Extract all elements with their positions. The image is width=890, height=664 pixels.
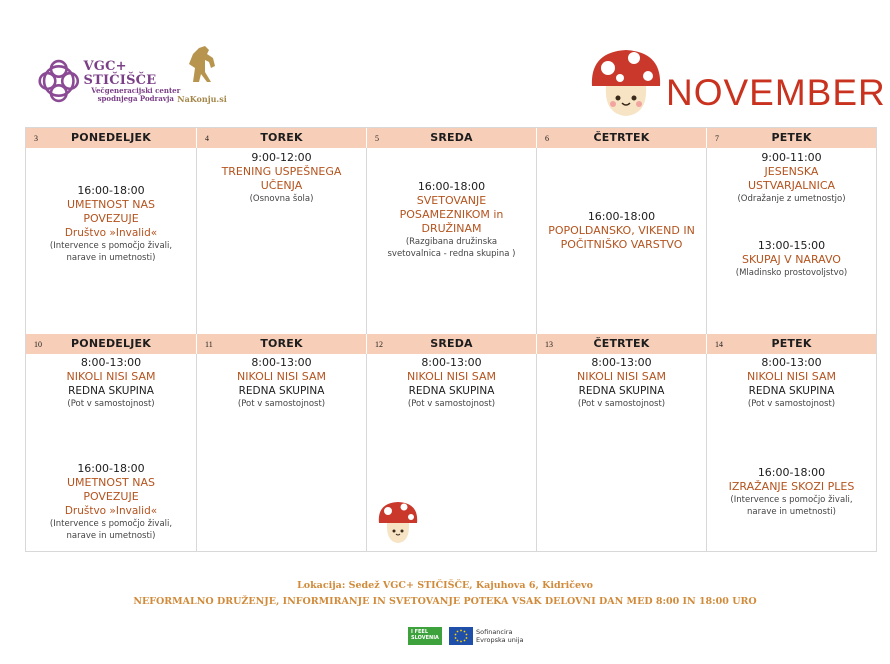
day-name: TOREK — [260, 131, 303, 144]
event — [711, 151, 872, 205]
day-name: ČETRTEK — [593, 131, 650, 144]
event-note: (Razgibana družinska — [405, 237, 498, 247]
event-note: narave in umetnosti) — [747, 507, 836, 517]
event — [201, 356, 362, 410]
day-header — [366, 334, 536, 354]
event-note: (Intervence s pomočjo živali, — [49, 519, 173, 529]
day-number: 3 — [34, 134, 38, 143]
event-time: 9:00-12:00 — [251, 151, 312, 164]
event-note: (Odražanje z umetnostjo) — [737, 194, 846, 204]
event-title: JESENSKA — [764, 165, 819, 178]
day-number: 6 — [545, 134, 549, 143]
footer-location: Lokacija: Sedež VGC+ STIČIŠČE, Kajuhova 6, Kidričevo — [297, 580, 593, 591]
event — [711, 466, 872, 518]
event-title: UMETNOST NAS — [66, 198, 156, 211]
event — [711, 239, 872, 279]
event-note: (Intervence s pomočjo živali, — [49, 241, 173, 251]
weekday-header — [26, 128, 876, 148]
eu-funding-text — [476, 628, 524, 644]
day-header — [536, 334, 706, 354]
event-note: (Osnovna šola) — [249, 194, 314, 204]
mushroom-icon — [375, 499, 421, 545]
day-cell — [196, 148, 366, 334]
event-note: (Pot v samostojnost) — [407, 399, 496, 409]
day-cell — [196, 354, 366, 552]
event-subtitle: REDNA SKUPINA — [238, 385, 325, 397]
day-name: SREDA — [430, 337, 473, 350]
event-time: 16:00-18:00 — [77, 184, 145, 197]
event-title: NIKOLI NISI SAM — [576, 370, 666, 383]
badge-text: SLOVENIA — [411, 635, 439, 641]
event-note: (Pot v samostojnost) — [237, 399, 326, 409]
partner-name: NaKonju.si — [177, 94, 227, 104]
day-cell — [366, 148, 536, 334]
event-title: IZRAŽANJE SKOZI PLES — [728, 480, 855, 493]
event-title: POVEZUJE — [83, 490, 139, 503]
day-number: 12 — [375, 340, 383, 349]
celtic-knot-icon — [38, 53, 80, 109]
day-name: PONEDELJEK — [71, 337, 151, 350]
badge-text: I FEEL — [411, 629, 429, 635]
day-header — [26, 128, 196, 148]
event — [371, 356, 532, 410]
day-name: TOREK — [260, 337, 303, 350]
day-cell — [26, 148, 196, 334]
event — [541, 210, 702, 252]
event-note: narave in umetnosti) — [66, 531, 156, 541]
event — [371, 180, 532, 260]
event-note: (Pot v samostojnost) — [67, 399, 155, 409]
day-cell — [706, 354, 876, 552]
day-number: 5 — [375, 134, 379, 143]
event-note: (Mladinsko prostovoljstvo) — [735, 268, 848, 278]
event-subtitle: REDNA SKUPINA — [578, 385, 665, 397]
event-title: NIKOLI NISI SAM — [746, 370, 836, 383]
event-note: (Intervence s pomočjo živali, — [730, 495, 853, 505]
weekday-header — [26, 334, 876, 354]
day-name: PETEK — [771, 337, 812, 350]
day-cell — [366, 354, 536, 552]
event-title: POPOLDANSKO, VIKEND IN — [548, 224, 695, 237]
event-organizer: Društvo »Invalid« — [64, 227, 158, 239]
event-time: 13:00-15:00 — [757, 239, 826, 252]
slovenia-badge — [408, 627, 442, 645]
day-cell — [536, 354, 706, 552]
event-subtitle: REDNA SKUPINA — [408, 385, 495, 397]
day-name: PETEK — [771, 131, 812, 144]
horse-icon — [179, 42, 225, 88]
day-header — [706, 128, 876, 148]
day-cell — [26, 354, 196, 552]
event-title: NIKOLI NISI SAM — [66, 370, 156, 383]
day-name: ČETRTEK — [593, 337, 650, 350]
footer-info: NEFORMALNO DRUŽENJE, INFORMIRANJE IN SVETOVANJE POTEKA VSAK DELOVNI DAN MED 8:00 IN 18:00 URO — [133, 596, 757, 607]
day-header — [196, 128, 366, 148]
day-header — [706, 334, 876, 354]
event-title: USTVARJALNICA — [747, 179, 836, 192]
event-title: POČITNIŠKO VARSTVO — [560, 238, 683, 251]
day-number: 7 — [715, 134, 719, 143]
event — [30, 462, 192, 542]
mushroom-icon — [586, 46, 666, 118]
event-organizer: Društvo »Invalid« — [64, 505, 158, 517]
event-subtitle: REDNA SKUPINA — [748, 385, 835, 397]
event-time: 8:00-13:00 — [251, 356, 312, 369]
nakonju-logo — [176, 42, 228, 106]
day-header — [366, 128, 536, 148]
day-number: 13 — [545, 340, 553, 349]
event-title: POSAMEZNIKOM in — [399, 208, 504, 221]
vgc-logo — [38, 50, 188, 112]
day-header — [196, 334, 366, 354]
event-time: 8:00-13:00 — [591, 356, 652, 369]
event-time: 16:00-18:00 — [77, 462, 145, 475]
event-title: SKUPAJ V NARAVO — [742, 253, 841, 266]
event-time: 8:00-13:00 — [761, 356, 822, 369]
event-title: UČENJA — [260, 179, 303, 192]
event-time: 16:00-18:00 — [757, 466, 826, 479]
event-title: POVEZUJE — [83, 212, 139, 225]
event-time: 16:00-18:00 — [417, 180, 486, 193]
event-subtitle: REDNA SKUPINA — [68, 385, 154, 397]
week-row — [26, 128, 876, 334]
eu-flag-icon — [449, 627, 473, 645]
week-row — [26, 334, 876, 552]
event-note: narave in umetnosti) — [66, 253, 156, 263]
org-subtitle-2: spodnjega Podravja — [97, 93, 174, 103]
event-title: NIKOLI NISI SAM — [406, 370, 496, 383]
month-title: NOVEMBER — [666, 72, 886, 113]
event-title: UMETNOST NAS — [66, 476, 156, 489]
org-subtitle: Večgeneracijski center — [91, 86, 181, 96]
event-note: (Pot v samostojnost) — [747, 399, 836, 409]
day-number: 14 — [715, 340, 723, 349]
event-time: 8:00-13:00 — [80, 356, 142, 369]
day-name: SREDA — [430, 131, 473, 144]
event-time: 16:00-18:00 — [587, 210, 656, 223]
day-name: PONEDELJEK — [71, 131, 151, 144]
day-number: 11 — [205, 340, 213, 349]
day-number: 4 — [205, 134, 209, 143]
event-title: TRENING USPEŠNEGA — [221, 165, 342, 178]
day-header — [536, 128, 706, 148]
event-note: (Pot v samostojnost) — [577, 399, 666, 409]
event — [711, 356, 872, 410]
eu-line: Sofinancira — [476, 628, 513, 636]
day-header — [26, 334, 196, 354]
event-note: svetovalnica - redna skupina ) — [387, 249, 516, 259]
event-title: NIKOLI NISI SAM — [236, 370, 326, 383]
event-time: 8:00-13:00 — [421, 356, 482, 369]
day-cell — [536, 148, 706, 334]
day-number: 10 — [34, 340, 42, 349]
event — [30, 184, 192, 264]
event — [541, 356, 702, 410]
event-time: 9:00-11:00 — [761, 151, 822, 164]
event-title: DRUŽINAM — [421, 222, 482, 235]
org-name: VGC+ STIČIŠČE — [83, 59, 157, 88]
event-title: SVETOVANJE — [416, 194, 487, 207]
eu-line: Evropska unija — [476, 636, 524, 644]
calendar-grid — [25, 127, 877, 552]
event — [201, 151, 362, 205]
event — [30, 356, 192, 410]
day-cell — [706, 148, 876, 334]
